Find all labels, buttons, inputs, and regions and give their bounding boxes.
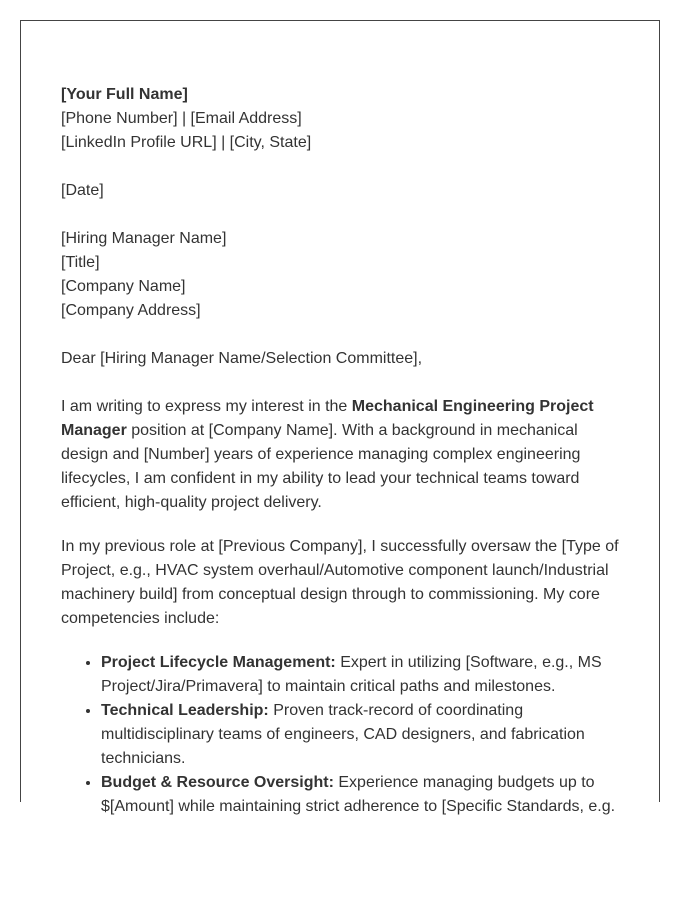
list-item: [101, 771, 621, 819]
competency-text: Expert in utilizing [Software, e.g., MS Project/Jira/Primavera] to maintain critical paths and milestones.: [101, 654, 602, 695]
letter-date: [Date]: [61, 182, 104, 199]
sender-contact-line-1: [Phone Number] | [Email Address]: [61, 110, 302, 127]
competency-text: Proven track-record of coordinating multidisciplinary teams of engineers, CAD designers, and fabrication technicians.: [101, 702, 585, 767]
intro-text-after: position at [Company Name]. With a background in mechanical design and [Number] years of experience managing complex engineering lifecycles, I am confident in my ability to lead your technical teams toward efficient, high-quality project delivery.: [61, 422, 581, 511]
experience-paragraph: In my previous role at [Previous Company], I successfully oversaw the [Type of Project, e.g., HVAC system overhaul/Automotive component launch/Industrial machinery build] from conceptual design through to commissioning. My core competencies include:: [61, 538, 619, 627]
target-role: Mechanical Engineering Project Manager: [61, 398, 594, 439]
recipient-address: [Company Address]: [61, 302, 201, 319]
competency-title: Project Lifecycle Management:: [101, 654, 336, 671]
letter-content: [61, 83, 621, 819]
sender-name: [Your Full Name]: [61, 86, 188, 103]
competency-text: Experience managing budgets up to $[Amount] while maintaining strict adherence to [Specific Standards, e.g.: [101, 774, 616, 815]
competency-title: Budget & Resource Oversight:: [101, 774, 334, 791]
sender-contact-line-2: [LinkedIn Profile URL] | [City, State]: [61, 134, 312, 151]
competencies-list: [61, 651, 621, 819]
intro-text-before: I am writing to express my interest in the: [61, 398, 352, 415]
recipient-title: [Title]: [61, 254, 100, 271]
recipient-company: [Company Name]: [61, 278, 186, 295]
recipient-name: [Hiring Manager Name]: [61, 230, 227, 247]
list-item: [101, 699, 621, 771]
intro-paragraph: [61, 395, 621, 515]
competency-title: Technical Leadership:: [101, 702, 269, 719]
letter-page: [20, 20, 660, 815]
salutation: Dear [Hiring Manager Name/Selection Committee],: [61, 350, 423, 367]
list-item: [101, 651, 621, 699]
